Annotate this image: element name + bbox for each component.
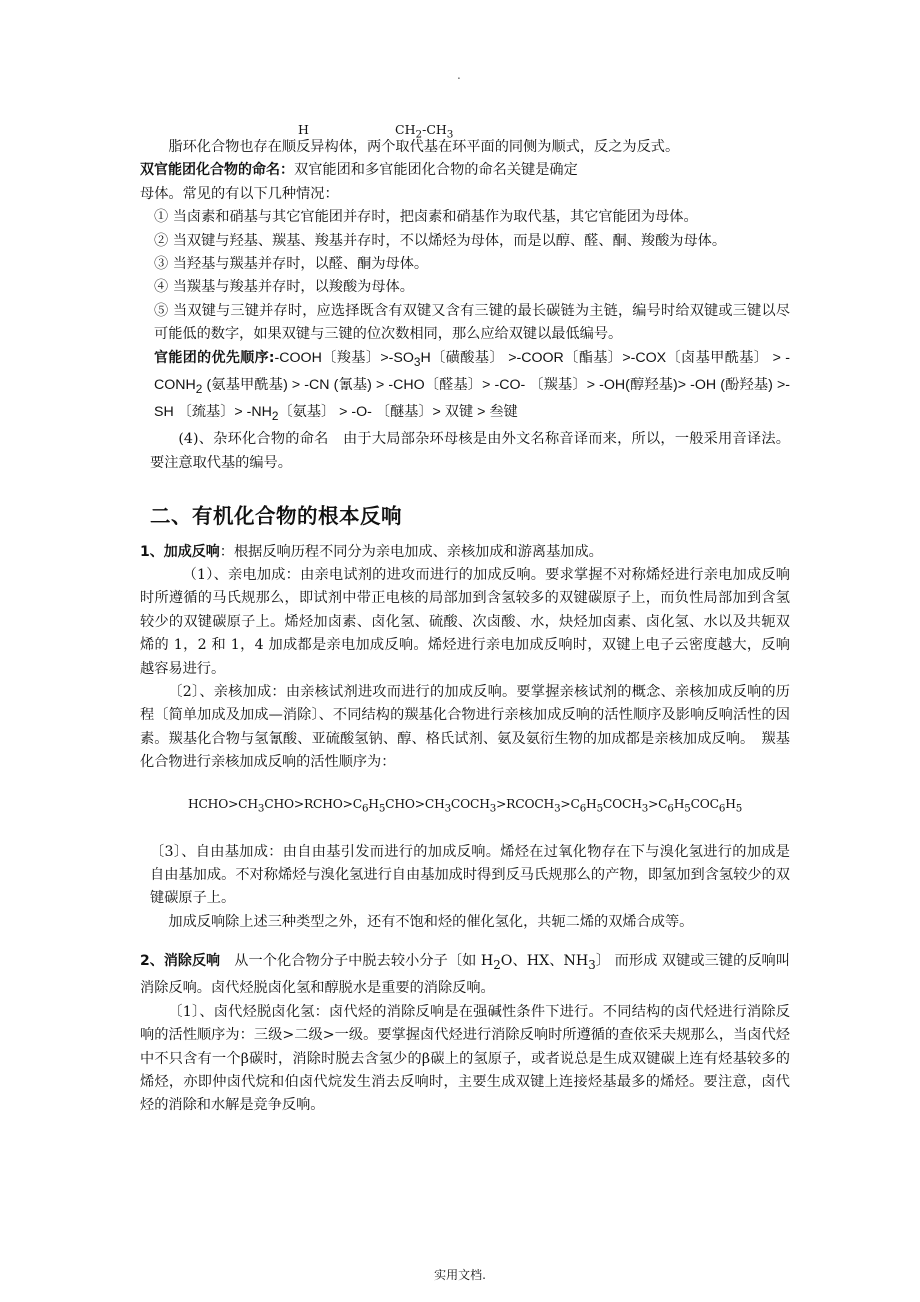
rule-1: ① 当卤素和硝基与其它官能团并存时，把卤素和硝基作为取代基，其它官能团为母体。 [154, 209, 698, 226]
structure-ethyl: $CH_2-CH_3$ [395, 122, 454, 141]
rule-2: ② 当双键与羟基、羰基、羧基并存时，不以烯烃为母体，而是以醇、醛、酮、羧酸为母体。 [154, 232, 727, 249]
page-content [140, 114, 790, 1118]
structure-fragment [140, 114, 790, 141]
section-title: 二、有机化合物的根本反响 [150, 504, 402, 529]
heterocycle-naming: (4)、杂环化合物的命名 由于大局部杂环母核是由外文名称音译而来，所以，一般采用音译法。要注意取代基的编号。 [150, 431, 790, 471]
multi-functional-naming: 双官能团化合物的命名：双官能团和多官能团化合物的命名关键是确定 [140, 162, 578, 179]
rule-5: ⑤ 当双键与三键并存时，应选择既含有双键又含有三键的最长碳链为主链，编号时给双键或三键以尽可能低的数字，如果双键与三键的位次数相同，那么应给双键以最低编号。 [154, 302, 790, 343]
nucleophilic-addition: 〔2〕、亲核加成：由亲核试剂进攻而进行的加成反响。要掌握亲核试剂的概念、亲核加成反响的历程〔简单加成及加成—消除〕、不同结构的羰基化合物进行亲核加成反响的活性顺序及影响反响活性的因素。羰基化合物与氢氰酸、亚硫酸氢钠、醇、格氏试剂、氨及氨衍生物的加成都是亲核加成反响。 羰基化合物进行亲核加成反响的活性顺序为： [140, 684, 790, 771]
priority-order: 官能团的优先顺序:-COOH〔羧基〕$>-SO_3H$〔磺酸基〕 >-COOR〔酯基〕>-COX〔卤基甲酰基〕 > $-CONH_2$ (氨基甲酰基) > -CN (氰基) > -CHO〔醛基〕> -CO- 〔羰基〕> -OH(醇羟基)> -OH (酚羟基) >-SH 〔巯基〕> $-NH_2$〔氨基〕 > -O- 〔醚基〕> 双键 > 叁键 [154, 349, 790, 423]
page-footer: 实用文档. [434, 1268, 486, 1282]
dehydrohalogenation: 〔1〕、卤代烃脱卤化氢：卤代烃的消除反响是在强碱性条件下进行。不同结构的卤代烃进行消除反响的活性顺序为：三级>二级>一级。要掌握卤代烃进行消除反响时所遵循的查依采夫规那么，当卤代烃中不只含有一个β碳时，消除时脱去含氢少的β碳上的氢原子，或者说总是生成双键碳上连有烃基较多的烯烃，亦即仲卤代烷和伯卤代烷发生消去反响时，主要生成双键上连接烃基最多的烯烃。要注意，卤代烃的消除和水解是竞争反响。 [140, 1003, 790, 1114]
other-additions: 加成反响除上述三种类型之外，还有不饱和烃的催化氢化，共轭二烯的双烯合成等。 [168, 913, 694, 930]
carbonyl-activity-order: $HCHO>CH_3CHO>RCHO>C_6H_5CHO>CH_3COCH_3>RCOCH_3>C_6H_5COCH_3>C_6H_5COC_6H_5$ [187, 796, 743, 815]
rule-4: ④ 当羰基与羧基并存时，以羧酸为母体。 [154, 279, 414, 296]
structure-h: H [298, 122, 309, 137]
header-mark: . [457, 68, 461, 82]
rule-3: ③ 当羟基与羰基并存时，以醛、酮为母体。 [154, 256, 429, 273]
elimination-reaction-intro: 2、消除反响 从一个化合物分子中脱去较小分子〔如 $H_2O$、HX、$NH_3$〕 而形成 双键或三键的反响叫消除反响。卤代烃脱卤化氢和醇脱水是重要的消除反响。 [140, 953, 790, 997]
electrophilic-addition: （1）、亲电加成：由亲电试剂的进攻而进行的加成反响。要求掌握不对称烯烃进行亲电加成反响时所遵循的马氏规那么，即试剂中带正电核的局部加到含氢较多的双键碳原子上，而负性局部加到含氢较少的双键碳原子上。烯烃加卤素、卤化氢、硫酸、次卤酸、水，炔烃加卤素、卤化氢、水以及共轭双烯的 1，2 和 1，4 加成都是亲电加成反响。烯烃进行亲电加成反响时，双键上电子云密度越大，反响越容易进行。 [140, 566, 790, 677]
alicyclic-isomer-text: 脂环化合物也存在顺反异构体，两个取代基在环平面的同侧为顺式，反之为反式。 [168, 139, 680, 155]
parent-cases-intro: 母体。常见的有以下几种情况： [140, 185, 339, 202]
addition-reaction-intro: 1、加成反响：根据反响历程不同分为亲电加成、亲核加成和游离基加成。 [140, 543, 603, 560]
free-radical-addition: 〔3〕、自由基加成：由自由基引发而进行的加成反响。烯烃在过氧化物存在下与溴化氢进行的加成是自由基加成。不对称烯烃与溴化氢进行自由基加成时得到反马氏规那么的产物，即氢加到含氢较少的双键碳原子上。 [150, 843, 790, 907]
